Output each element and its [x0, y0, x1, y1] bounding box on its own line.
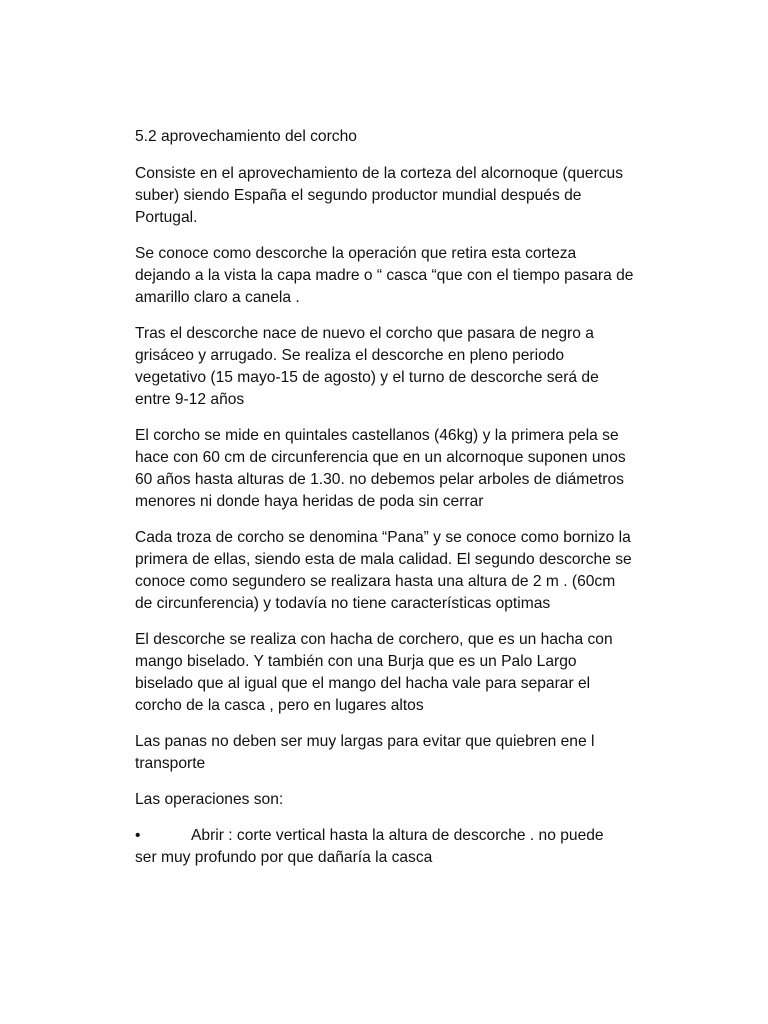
paragraph-descorche-definicion: Se conoce como descorche la operación que retira esta corteza dejando a la vista la capa madre o “ casca “que con el tiempo pasara de amarillo claro a canela .: [135, 245, 634, 306]
bullet-line-1: [135, 825, 635, 847]
paragraph-medida-corcho: El corcho se mide en quintales castellanos (46kg) y la primera pela se hace con 60 cm de circunferencia que en un alcornoque suponen unos 60 años hasta alturas de 1.30. no debemos pelar arboles de diámetros menores ni donde haya heridas de poda sin cerrar: [135, 427, 626, 510]
bullet-text-line-1: Abrir : corte vertical hasta la altura de descorche . no puede: [191, 827, 604, 844]
paragraph-panas-largas: Las panas no deben ser muy largas para evitar que quiebren ene l transporte: [135, 733, 595, 772]
bullet-line-2: ser muy profundo por que dañaría la casca: [135, 849, 433, 866]
document-body: [135, 126, 635, 869]
section-heading: 5.2 aprovechamiento del corcho: [135, 128, 357, 145]
paragraph-herramientas: El descorche se realiza con hacha de corchero, que es un hacha con mango biselado. Y también con una Burja que es un Palo Largo biselado que al igual que el mango del hacha vale para separar el corcho de la casca , pero en lugares altos: [135, 631, 613, 714]
paragraph-consiste: Consiste en el aprovechamiento de la corteza del alcornoque (quercus suber) siendo España el segundo productor mundial después de Portugal.: [135, 165, 624, 226]
bullet-item-abrir: [135, 825, 635, 869]
paragraph-operaciones: Las operaciones son:: [135, 791, 284, 808]
paragraph-tras-descorche: Tras el descorche nace de nuevo el corcho que pasara de negro a grisáceo y arrugado. Se realiza el descorche en pleno periodo vegetativo (15 mayo-15 de agosto) y el turno de descorche será de entre 9-12 años: [135, 325, 599, 408]
bullet-icon: •: [135, 827, 141, 844]
paragraph-troza-pana: Cada troza de corcho se denomina “Pana” y se conoce como bornizo la primera de ellas, siendo esta de mala calidad. El segundo descorche se conoce como segundero se realizara hasta una altura de 2 m . (60cm de circunferencia) y todavía no tiene características optimas: [135, 529, 632, 612]
